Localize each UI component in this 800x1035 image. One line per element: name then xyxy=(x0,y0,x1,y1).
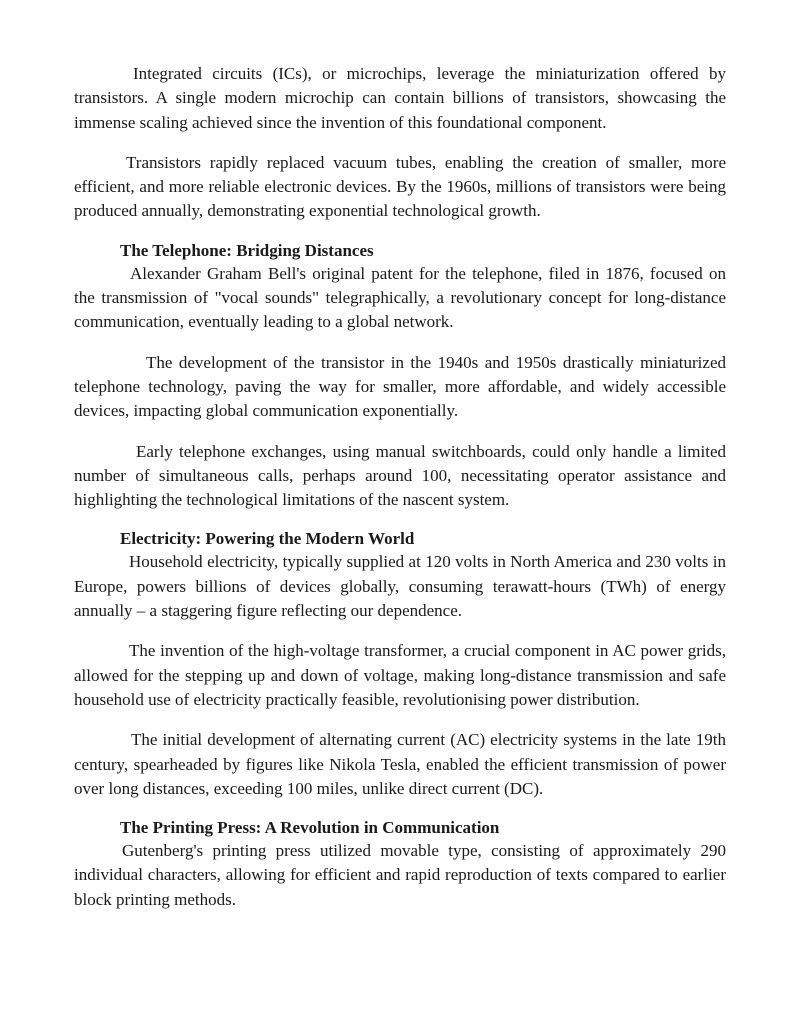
paragraph-telephone-exchanges: Early telephone exchanges, using manual switchboards, could only handle a limited number of simultaneous calls, perhaps around 100, necessitating operator assistance and highlighting the technological limitations of the nascent system. xyxy=(74,441,726,510)
document-page xyxy=(74,62,726,928)
paragraph-household-electricity: Household electricity, typically supplied at 120 volts in North America and 230 volts in Europe, powers billions of devices globally, consuming terawatt-hours (TWh) of energy annually – a staggering figure reflecting our dependence. xyxy=(74,552,726,621)
paragraph-bell-patent: Alexander Graham Bell's original patent for the telephone, filed in 1876, focused on the transmission of "vocal sounds" telegraphically, a revolutionary concept for long-distance communication, eventually leading to a global network. xyxy=(74,263,726,332)
paragraph-gutenberg: Gutenberg's printing press utilized movable type, consisting of approximately 290 individual characters, allowing for efficient and rapid reproduction of texts compared to earlier block printing methods. xyxy=(74,841,726,909)
paragraph-transistors-replaced-tubes: Transistors rapidly replaced vacuum tubes, enabling the creation of smaller, more efficient, and more reliable electronic devices. By the 1960s, millions of transistors were being produced annually, demonstrating exponential technological growth. xyxy=(74,152,726,221)
paragraph-transistor-telephone: The development of the transistor in the 1940s and 1950s drastically miniaturized telephone technology, paving the way for smaller, more affordable, and widely accessible devices, impacting global communication exponentially. xyxy=(74,352,726,421)
paragraph-transformer: The invention of the high-voltage transformer, a crucial component in AC power grids, allowed for the stepping up and down of voltage, making long-distance transmission and safe household use of electricity practically feasible, revolutionising power distribution. xyxy=(74,641,726,709)
section-heading-printing-press: The Printing Press: A Revolution in Communication xyxy=(120,818,500,838)
paragraph-alternating-current: The initial development of alternating current (AC) electricity systems in the late 19th century, spearheaded by figures like Nikola Tesla, enabled the efficient transmission of power over long distances, exceeding 100 miles, unlike direct current (DC). xyxy=(74,730,726,798)
section-heading-telephone: The Telephone: Bridging Distances xyxy=(120,240,374,260)
section-heading-electricity: Electricity: Powering the Modern World xyxy=(120,529,415,549)
paragraph-integrated-circuits: Integrated circuits (ICs), or microchips, leverage the miniaturization offered by transistors. A single modern microchip can contain billions of transistors, showcasing the immense scaling achieved since the invention of this foundational component. xyxy=(74,64,726,132)
